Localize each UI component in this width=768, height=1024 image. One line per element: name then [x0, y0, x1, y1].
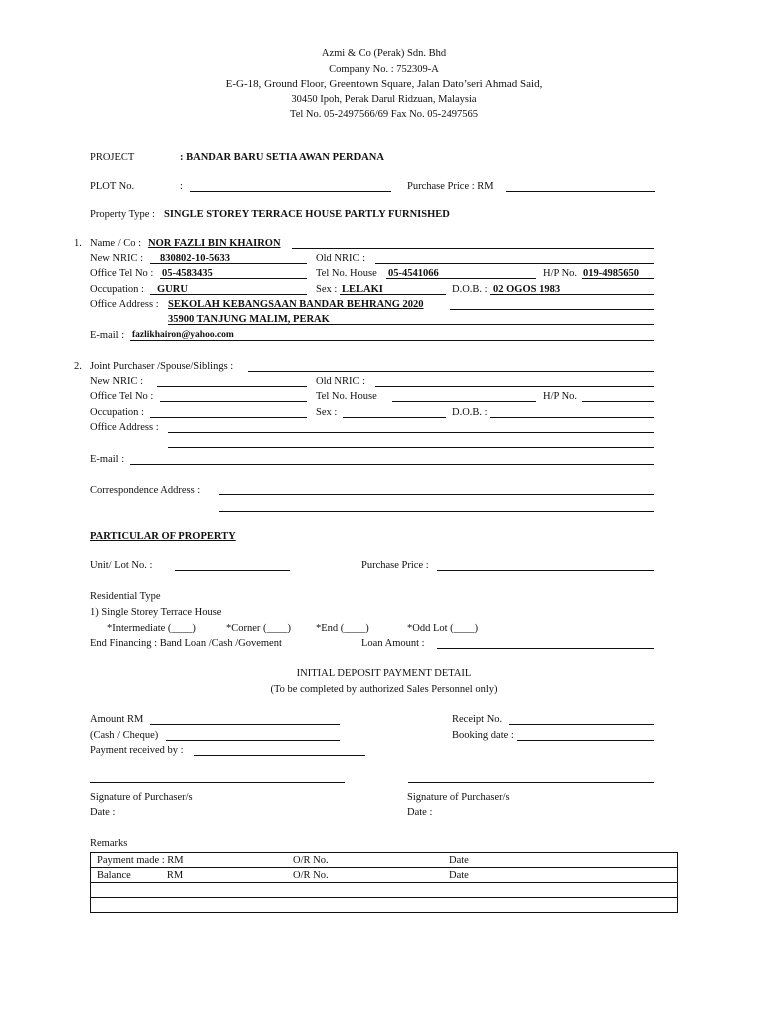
- balance-label: Balance: [97, 869, 131, 881]
- balance-rm-label: RM: [166, 869, 184, 881]
- company-address-line2: 30450 Ipoh, Perak Darul Ridzuan, Malaysia: [291, 94, 477, 105]
- date-cell[interactable]: Date: [443, 853, 678, 868]
- tel-house-value: 05-4541066: [388, 268, 439, 279]
- office-address-field2[interactable]: [168, 324, 654, 325]
- joint-old-nric-field[interactable]: [375, 386, 654, 387]
- joint-sex-field[interactable]: [343, 417, 446, 418]
- signature-line-right[interactable]: [408, 782, 654, 783]
- table-row: [91, 868, 678, 883]
- loan-amount-label: Loan Amount :: [361, 638, 425, 649]
- end-financing-label: End Financing : Band Loan /Cash /Govement: [90, 638, 282, 649]
- residential-type-label: Residential Type: [90, 591, 161, 602]
- email-label: E-mail :: [90, 330, 125, 341]
- office-tel-field[interactable]: [160, 278, 307, 279]
- property-type-value: SINGLE STOREY TERRACE HOUSE PARTLY FURNISHED: [164, 209, 450, 220]
- old-nric-field[interactable]: [375, 263, 654, 264]
- blank-cell[interactable]: [91, 898, 678, 913]
- joint-occupation-field[interactable]: [150, 417, 307, 418]
- office-address-line2: 35900 TANJUNG MALIM, PERAK: [168, 314, 330, 325]
- occupation-value: GURU: [157, 284, 188, 295]
- purchaser1-number: 1.: [74, 238, 82, 249]
- or-no-cell[interactable]: O/R No.: [287, 868, 443, 883]
- joint-purchaser-field[interactable]: [248, 371, 654, 372]
- occupation-label: Occupation :: [90, 284, 144, 295]
- booking-date-field[interactable]: [517, 740, 654, 741]
- property-heading: PARTICULAR OF PROPERTY: [90, 531, 236, 542]
- office-address-field1[interactable]: [450, 309, 654, 310]
- joint-office-address-field2[interactable]: [168, 447, 654, 448]
- cash-cheque-label: (Cash / Cheque): [90, 730, 159, 741]
- correspondence-address-field1[interactable]: [219, 494, 654, 495]
- tel-house-label: Tel No. House: [316, 268, 377, 279]
- booking-date-label: Booking date :: [452, 730, 514, 741]
- joint-sex-label: Sex :: [316, 407, 338, 418]
- payment-received-label: Payment received by :: [90, 745, 184, 756]
- joint-email-field[interactable]: [130, 464, 654, 465]
- office-tel-value: 05-4583435: [162, 268, 213, 279]
- joint-tel-house-label: Tel No. House: [316, 391, 377, 402]
- date-label-left: Date :: [90, 807, 116, 818]
- date-label-right: Date :: [407, 807, 433, 818]
- joint-old-nric-label: Old NRIC :: [316, 376, 366, 387]
- or-no-cell[interactable]: O/R No.: [287, 853, 443, 868]
- dob-value: 02 OGOS 1983: [493, 284, 561, 295]
- blank-cell[interactable]: [91, 883, 678, 898]
- joint-office-tel-label: Office Tel No :: [90, 391, 154, 402]
- amount-label: Amount RM: [90, 714, 144, 725]
- company-address-line1: E-G-18, Ground Floor, Greentown Square, Jalan Dato’seri Ahmad Said,: [225, 78, 543, 90]
- joint-office-address-label: Office Address :: [90, 422, 159, 433]
- joint-office-address-field1[interactable]: [168, 432, 654, 433]
- project-label: PROJECT: [90, 152, 135, 163]
- company-tel-fax: Tel No. 05-2497566/69 Fax No. 05-2497565: [290, 109, 478, 120]
- deposit-subtitle: (To be completed by authorized Sales Personnel only): [270, 684, 498, 695]
- payment-received-field[interactable]: [194, 755, 365, 756]
- sex-value: LELAKI: [342, 284, 383, 295]
- table-row: [91, 883, 678, 898]
- sex-field[interactable]: [340, 294, 446, 295]
- signature-line-left[interactable]: [90, 782, 345, 783]
- signature-label-left: Signature of Purchaser/s: [90, 792, 193, 803]
- plot-colon: :: [180, 181, 183, 192]
- company-name: Azmi & Co (Perak) Sdn. Bhd: [321, 48, 447, 59]
- occupation-field[interactable]: [150, 294, 307, 295]
- payment-made-cell[interactable]: Payment made : RM: [91, 853, 288, 868]
- old-nric-label: Old NRIC :: [316, 253, 366, 264]
- loan-amount-field[interactable]: [437, 648, 654, 649]
- amount-field[interactable]: [150, 724, 340, 725]
- purchase-price-label: Purchase Price : RM: [407, 181, 494, 192]
- residential-type-item: 1) Single Storey Terrace House: [90, 607, 222, 618]
- office-tel-label: Office Tel No :: [90, 268, 154, 279]
- signature-label-right: Signature of Purchaser/s: [407, 792, 510, 803]
- remarks-table: [90, 852, 678, 913]
- project-value: : BANDAR BARU SETIA AWAN PERDANA: [180, 152, 384, 163]
- joint-dob-field[interactable]: [490, 417, 654, 418]
- joint-dob-label: D.O.B. :: [452, 407, 488, 418]
- company-number: Company No. : 752309-A: [329, 64, 439, 75]
- sex-label: Sex :: [316, 284, 338, 295]
- correspondence-address-label: Correspondence Address :: [90, 485, 201, 496]
- dob-field[interactable]: [490, 294, 654, 295]
- joint-new-nric-field[interactable]: [157, 386, 307, 387]
- joint-office-tel-field[interactable]: [160, 401, 307, 402]
- dob-label: D.O.B. :: [452, 284, 488, 295]
- name-field[interactable]: [292, 248, 654, 249]
- new-nric-value: 830802-10-5633: [160, 253, 230, 264]
- name-label: Name / Co :: [90, 238, 142, 249]
- purchase-price-field[interactable]: [506, 191, 655, 192]
- property-purchase-price-field[interactable]: [437, 570, 654, 571]
- plot-field[interactable]: [190, 191, 391, 192]
- new-nric-field[interactable]: [150, 263, 307, 264]
- office-address-line1: SEKOLAH KEBANGSAAN BANDAR BEHRANG 2020: [168, 299, 424, 310]
- option-intermediate[interactable]: *Intermediate (____): [107, 623, 196, 634]
- joint-new-nric-label: New NRIC :: [90, 376, 144, 387]
- hp-field[interactable]: [582, 278, 654, 279]
- remarks-label: Remarks: [90, 838, 128, 849]
- joint-purchaser-label: Joint Purchaser /Spouse/Siblings :: [90, 361, 234, 372]
- tel-house-field[interactable]: [386, 278, 536, 279]
- joint-email-label: E-mail :: [90, 454, 125, 465]
- email-field[interactable]: [130, 340, 654, 341]
- correspondence-address-field2[interactable]: [219, 511, 654, 512]
- date-cell[interactable]: Date: [443, 868, 678, 883]
- joint-tel-house-field[interactable]: [392, 401, 536, 402]
- new-nric-label: New NRIC :: [90, 253, 144, 264]
- property-purchase-price-label: Purchase Price :: [361, 560, 429, 571]
- plot-label: PLOT No.: [90, 181, 135, 192]
- option-odd-lot[interactable]: *Odd Lot (____): [407, 623, 479, 634]
- property-type-label: Property Type :: [90, 209, 155, 220]
- option-end[interactable]: *End (____): [316, 623, 369, 634]
- deposit-title: INITIAL DEPOSIT PAYMENT DETAIL: [296, 668, 472, 679]
- hp-value: 019-4985650: [583, 268, 639, 279]
- purchaser2-number: 2.: [74, 361, 82, 372]
- joint-hp-label: H/P No.: [543, 391, 578, 402]
- receipt-field[interactable]: [509, 724, 654, 725]
- joint-occupation-label: Occupation :: [90, 407, 144, 418]
- receipt-label: Receipt No.: [452, 714, 503, 725]
- joint-hp-field[interactable]: [582, 401, 654, 402]
- table-row: [91, 898, 678, 913]
- balance-cell[interactable]: [91, 868, 288, 883]
- unit-lot-label: Unit/ Lot No. :: [90, 560, 153, 571]
- cash-cheque-field[interactable]: [166, 740, 340, 741]
- email-value: fazlikhairon@yahoo.com: [132, 330, 234, 340]
- unit-lot-field[interactable]: [175, 570, 290, 571]
- name-value: NOR FAZLI BIN KHAIRON: [148, 238, 281, 249]
- option-corner[interactable]: *Corner (____): [226, 623, 292, 634]
- hp-label: H/P No.: [543, 268, 578, 279]
- office-address-label: Office Address :: [90, 299, 159, 310]
- table-row: [91, 853, 678, 868]
